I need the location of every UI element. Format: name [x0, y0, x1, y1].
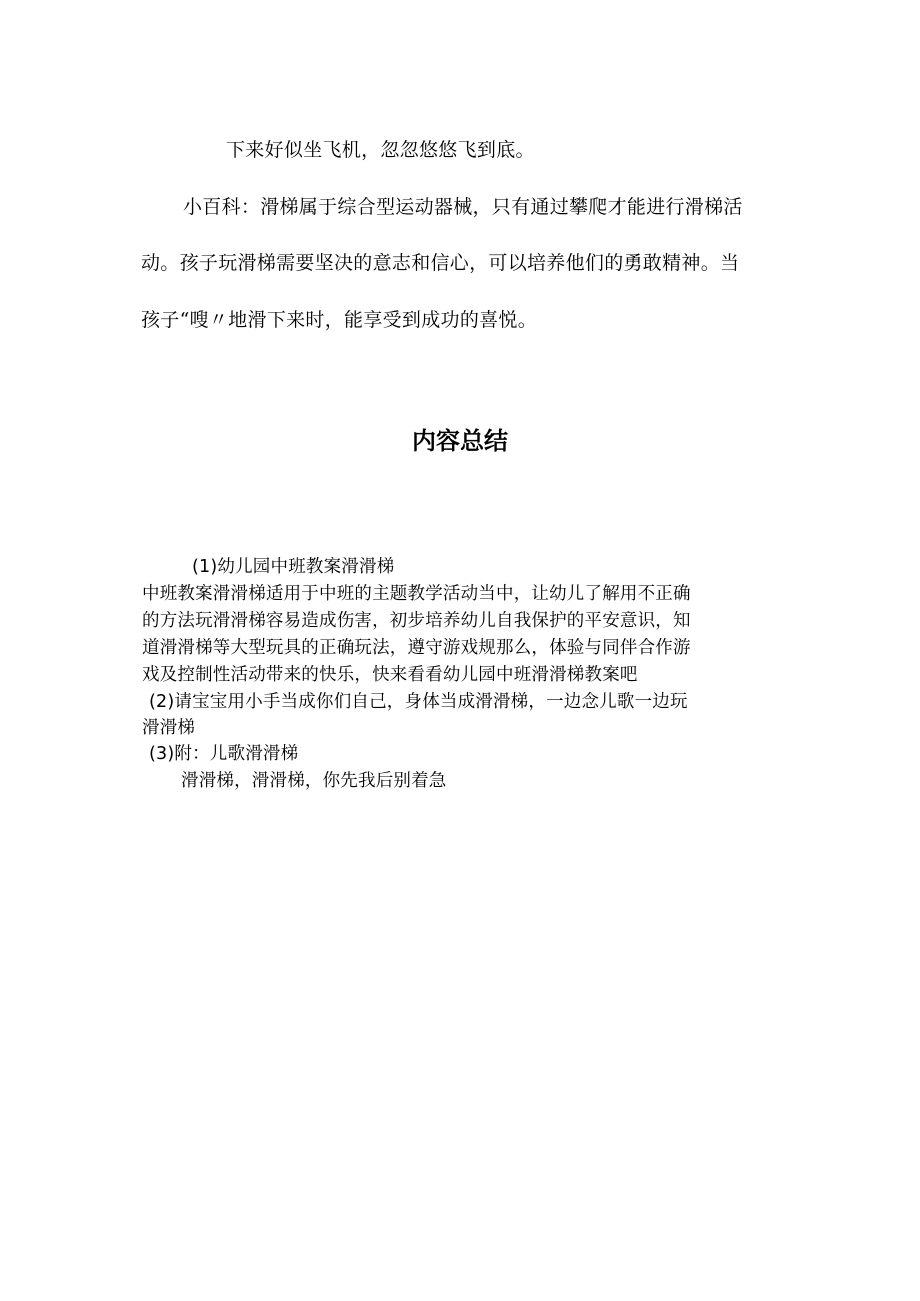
wiki-paragraph-line-1: 小百科：滑梯属于综合型运动器械，只有通过攀爬才能进行滑梯活	[183, 196, 743, 218]
item2-line-1: (2)请宝宝用小手当成你们自己，身体当成滑滑梯，一边念儿歌一边玩	[149, 692, 688, 712]
poem-line: 下来好似坐飞机，忽忽悠悠飞到底。	[226, 139, 535, 161]
item3-heading: (3)附：儿歌滑滑梯	[149, 744, 299, 764]
item1-body-line-4: 戏及控制性活动带来的快乐，快来看看幼儿园中班滑滑梯教案吧	[142, 665, 638, 685]
item1-heading: (1)幼儿园中班教案滑滑梯	[192, 557, 395, 577]
item3-verse: 滑滑梯，滑滑梯，你先我后别着急	[181, 771, 447, 791]
item2-line-2: 滑滑梯	[142, 718, 196, 738]
wiki-paragraph-line-2: 动。孩子玩滑梯需要坚决的意志和信心，可以培养他们的勇敢精神。当	[141, 252, 740, 274]
item1-body-line-1: 中班教案滑滑梯适用于中班的主题教学活动当中，让幼儿了解用不正确	[142, 584, 691, 604]
item1-body-line-3: 道滑滑梯等大型玩具的正确玩法，遵守游戏规那么，体验与同伴合作游	[142, 638, 691, 658]
summary-title: 内容总结	[412, 427, 508, 455]
wiki-paragraph-line-3: 孩子“嗖〃地滑下来时，能享受到成功的喜悦。	[141, 309, 538, 331]
item1-body-line-2: 的方法玩滑滑梯容易造成伤害，初步培养幼儿自我保护的平安意识，知	[142, 611, 691, 631]
